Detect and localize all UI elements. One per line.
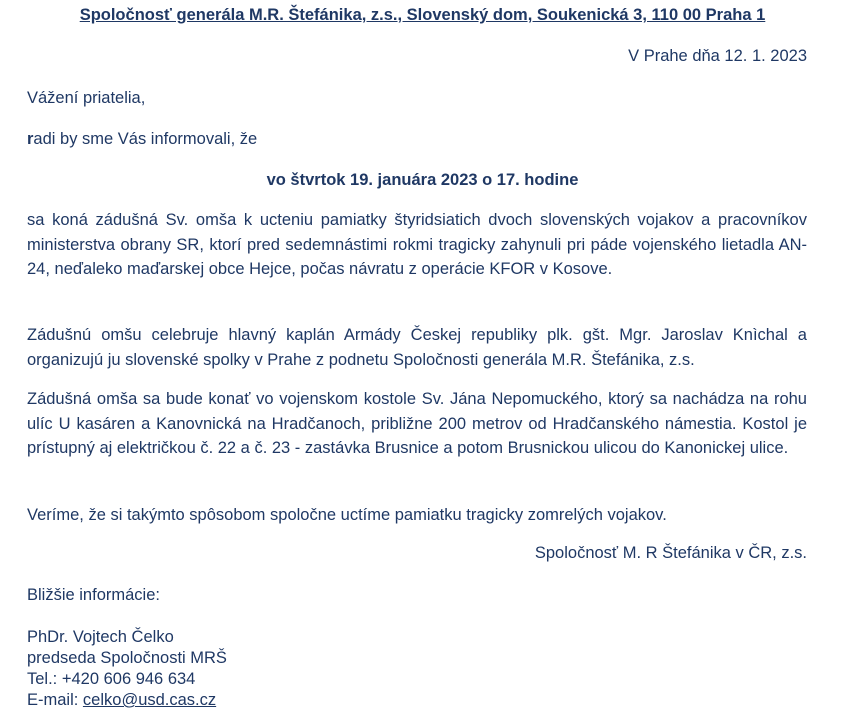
greeting: Vážení priatelia, — [27, 89, 146, 107]
email-link[interactable]: celko@usd.cas.cz — [82, 691, 217, 709]
paragraph-mass-announcement: sa koná zádušná Sv. omša k ucteniu pamiatky štyridsiatich dvoch slovenských vojakov a pracovníkov ministerstva obrany SR, ktorí pred sedemnástimi rokmi tragicky zahynuli pri páde vojenského lietadla AN-24, neďaleko maďarskej obce Hejce, počas návratu z operácie KFOR v Kosove. — [27, 211, 807, 278]
paragraph-celebrant: Zádušnú omšu celebruje hlavný kaplán Armády Českej republiky plk. gšt. Mgr. Jaroslav Knìchal a organizujú ju slovenské spolky v Prahe z podnetu Spoločnosti generála M.R. Štefánika, z.s. — [27, 326, 807, 369]
date-line: V Prahe dňa 12. 1. 2023 — [628, 47, 807, 65]
email-label: E-mail: — [27, 691, 83, 709]
signature: Spoločnosť M. R Štefánika v ČR, z.s. — [534, 544, 807, 562]
intro-rest: adi by sme Vás informovali, že — [33, 130, 258, 148]
paragraph-closing: Veríme, že si takýmto spôsobom spoločne uctíme pamiatku tragicky zomrelých vojakov. — [27, 506, 667, 524]
contact-role: predseda Spoločnosti MRŠ — [27, 649, 227, 667]
contact-name: PhDr. Vojtech Čelko — [27, 628, 174, 646]
contact-block — [27, 627, 227, 711]
intro-line — [27, 130, 257, 149]
event-datetime: vo štvrtok 19. januára 2023 o 17. hodine — [266, 171, 579, 189]
letterhead: Spoločnosť generála M.R. Štefánika, z.s., Slovenský dom, Soukenická 3, 110 00 Praha 1 — [79, 6, 766, 24]
info-label: Bližšie informácie: — [27, 586, 160, 604]
contact-email-line — [27, 690, 227, 711]
intro-first-letter: r — [27, 130, 34, 148]
paragraph-location: Zádušná omša sa bude konať vo vojenskom kostole Sv. Jána Nepomuckého, ktorý sa nachádza na rohu ulíc U kasáren a Kanovnická na Hradčanoch, približne 200 metrov od Hradčanského námestia. Kostol je prístupný aj električkou č. 22 a č. 23 - zastávka Brusnice a potom Brusnickou ulicou do Kanonickej ulice. — [27, 390, 807, 457]
contact-phone: Tel.: +420 606 946 634 — [27, 670, 196, 688]
